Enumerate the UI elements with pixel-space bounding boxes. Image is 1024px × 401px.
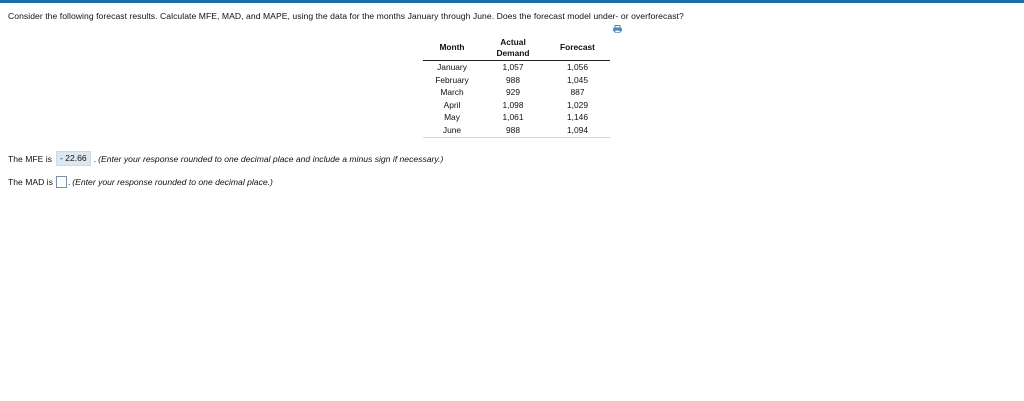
table-row [423, 86, 610, 99]
cell-month: January [437, 62, 467, 72]
table-row [423, 99, 610, 112]
cell-month: March [440, 87, 464, 98]
mfe-hint: (Enter your response rounded to one decimal place and include a minus sign if necessary.) [98, 153, 444, 164]
mfe-answer-line [8, 151, 443, 166]
cell-month: February [435, 74, 469, 85]
mfe-answer-field[interactable]: - 22.66 [56, 151, 91, 166]
top-accent-bar [0, 0, 1024, 3]
cell-demand: 1,061 [502, 112, 524, 123]
mad-label: The MAD is [8, 177, 53, 187]
question-text: Consider the following forecast results. Calculate MFE, MAD, and MAPE, using the data for the months January through June. Does the forecast model under- or overforecast? [8, 11, 684, 21]
cell-month: June [423, 124, 481, 137]
cell-demand: 988 [481, 124, 545, 137]
table-row [423, 111, 610, 124]
mad-answer-input[interactable] [56, 176, 67, 188]
table-row [423, 61, 610, 74]
cell-demand: 1,057 [502, 62, 524, 72]
header-month: Month [423, 35, 481, 61]
table-row [423, 124, 610, 137]
mad-period: . [67, 177, 71, 187]
print-icon[interactable] [613, 25, 622, 33]
cell-forecast: 887 [570, 87, 585, 98]
table-header-row [423, 35, 610, 61]
cell-demand: 929 [506, 87, 520, 98]
cell-forecast: 1,029 [567, 99, 588, 110]
header-demand-line2: Demand [496, 47, 530, 58]
cell-forecast: 1,056 [567, 62, 588, 72]
cell-month: April [443, 99, 461, 110]
header-demand-line1: Actual [500, 36, 526, 47]
mfe-label: The MFE is [8, 153, 52, 164]
forecast-data-table [423, 35, 610, 138]
table-row [423, 74, 610, 87]
cell-demand: 988 [506, 74, 520, 85]
cell-month: May [444, 112, 460, 123]
mad-hint: (Enter your response rounded to one decimal place.) [72, 177, 273, 187]
mfe-period: . [93, 153, 97, 164]
mad-answer-line [8, 176, 273, 188]
cell-forecast: 1,094 [545, 124, 610, 137]
cell-demand: 1,098 [502, 99, 524, 110]
header-forecast: Forecast [545, 35, 610, 61]
cell-forecast: 1,045 [567, 74, 588, 85]
cell-forecast: 1,146 [567, 112, 588, 123]
header-actual-demand [481, 35, 545, 61]
